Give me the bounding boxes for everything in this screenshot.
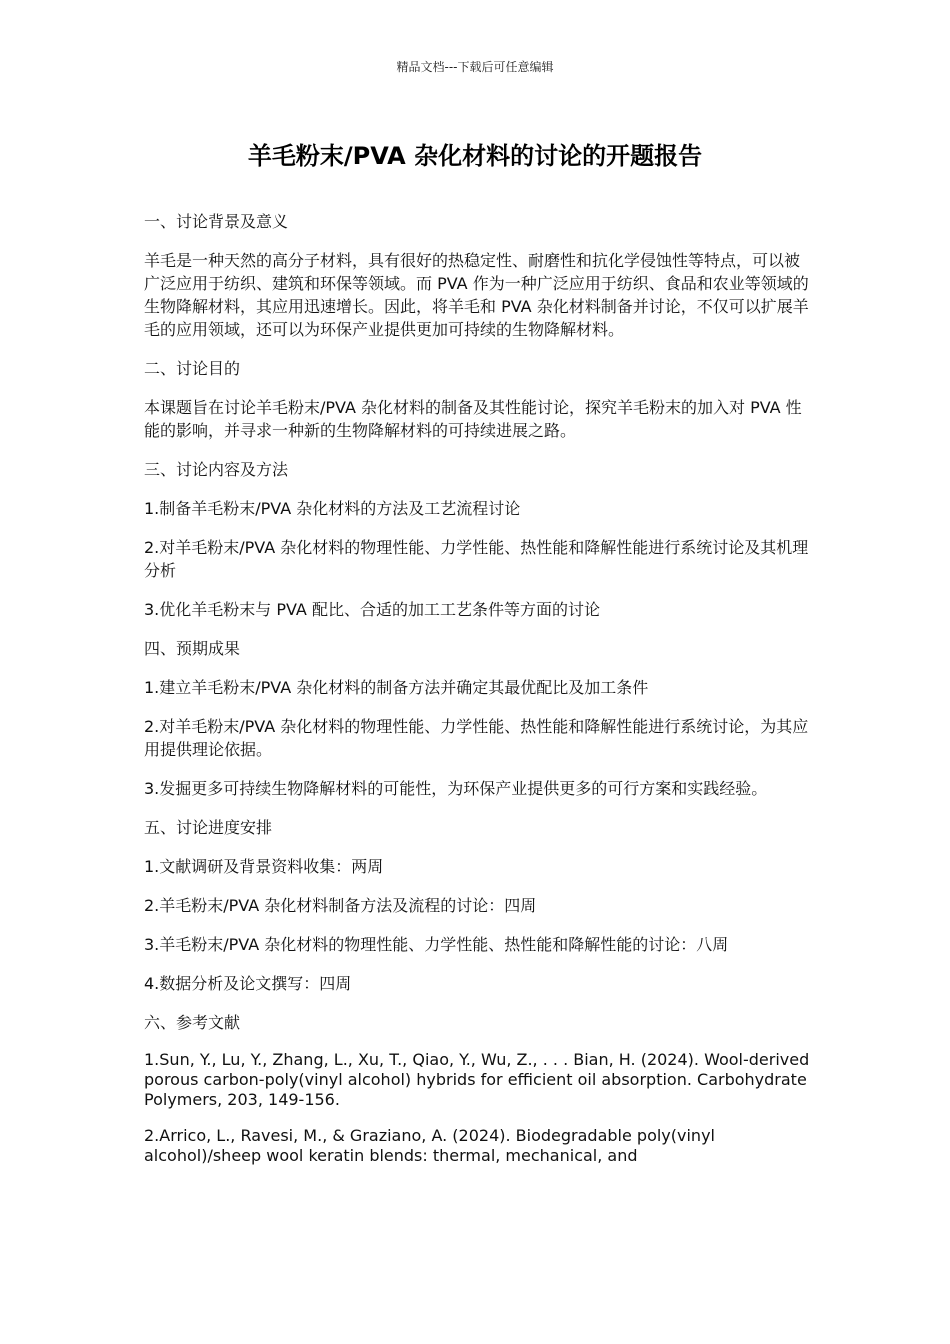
results-item-1: 1.建立羊毛粉末/PVA 杂化材料的制备方法并确定其最优配比及加工条件 xyxy=(144,678,649,697)
results-item-2: 2.对羊毛粉末/PVA 杂化材料的物理性能、力学性能、热性能和降解性能进行系统讨论，为其应用提供理论依据。 xyxy=(144,717,809,759)
results-item-3: 3.发掘更多可持续生物降解材料的可能性，为环保产业提供更多的可行方案和实践经验。 xyxy=(144,779,768,798)
schedule-item-3: 3.羊毛粉末/PVA 杂化材料的物理性能、力学性能、热性能和降解性能的讨论：八周 xyxy=(144,935,729,954)
schedule-item-1: 1.文献调研及背景资料收集：两周 xyxy=(144,857,384,876)
document-body xyxy=(144,210,812,1182)
methods-item-3: 3.优化羊毛粉末与 PVA 配比、合适的加工工艺条件等方面的讨论 xyxy=(144,600,600,619)
reference-item-1: 1.Sun, Y., Lu, Y., Zhang, L., Xu, T., Qiao, Y., Wu, Z., . . . Bian, H. (2024). Wool-derived porous carbon-poly(vinyl alcohol) hybrids for efficient oil absorption. Carbohydrate Polymers, 203, 149-156. xyxy=(144,1050,810,1109)
section-heading-purpose: 二、讨论目的 xyxy=(144,359,241,378)
reference-item-2: 2.Arrico, L., Ravesi, M., & Graziano, A. (2024). Biodegradable poly(vinyl alcohol)/sheep wool keratin blends: thermal, mechanical, and xyxy=(144,1126,715,1165)
methods-item-1: 1.制备羊毛粉末/PVA 杂化材料的方法及工艺流程讨论 xyxy=(144,499,521,518)
schedule-item-2: 2.羊毛粉末/PVA 杂化材料制备方法及流程的讨论：四周 xyxy=(144,896,537,915)
section-heading-schedule: 五、讨论进度安排 xyxy=(144,818,273,837)
section-heading-methods: 三、讨论内容及方法 xyxy=(144,460,289,479)
header-note: 精品文档---下载后可任意编辑 xyxy=(396,60,554,74)
purpose-paragraph: 本课题旨在讨论羊毛粉末/PVA 杂化材料的制备及其性能讨论，探究羊毛粉末的加入对 PVA 性能的影响，并寻求一种新的生物降解材料的可持续进展之路。 xyxy=(144,398,802,440)
document-title: 羊毛粉末/PVA 杂化材料的讨论的开题报告 xyxy=(247,142,703,170)
background-paragraph: 羊毛是一种天然的高分子材料，具有很好的热稳定性、耐磨性和抗化学侵蚀性等特点，可以被广泛应用于纺织、建筑和环保等领域。而 PVA 作为一种广泛应用于纺织、食品和农业等领域的生物降解材料，其应用迅速增长。因此，将羊毛和 PVA 杂化材料制备并讨论，不仅可以扩展羊毛的应用领域，还可以为环保产业提供更加可持续的生物降解材料。 xyxy=(144,251,809,339)
schedule-item-4: 4.数据分析及论文撰写：四周 xyxy=(144,974,352,993)
section-heading-results: 四、预期成果 xyxy=(144,639,241,658)
section-heading-references: 六、参考文献 xyxy=(144,1013,241,1032)
methods-item-2: 2.对羊毛粉末/PVA 杂化材料的物理性能、力学性能、热性能和降解性能进行系统讨论及其机理分析 xyxy=(144,538,809,580)
section-heading-background: 一、讨论背景及意义 xyxy=(144,212,289,231)
